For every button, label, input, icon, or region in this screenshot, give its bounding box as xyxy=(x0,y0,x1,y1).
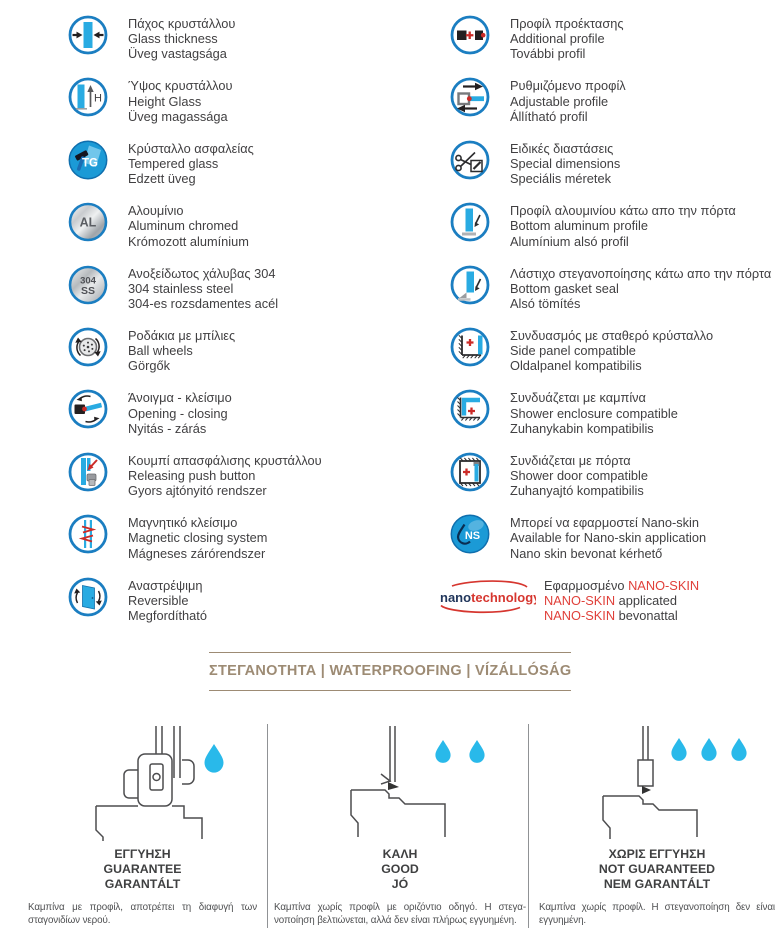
legend-item-glass-height xyxy=(68,77,400,139)
label-english: Glass thickness xyxy=(128,31,218,47)
tempered-glass-icon xyxy=(68,140,108,180)
legend-item-bottom-aluminum-profile xyxy=(450,202,780,264)
legend-item-magnetic-closing xyxy=(68,514,400,576)
label-english: Releasing push button xyxy=(128,467,256,483)
label-greek: Άνοιγμα - κλείσιμο xyxy=(128,390,232,406)
label-greek: Πάχος κρυστάλλου xyxy=(128,16,236,31)
label-english: Magnetic closing system xyxy=(128,530,268,546)
legend-labels xyxy=(128,452,322,499)
legend-labels xyxy=(128,140,254,187)
waterproofing-panel-not-guaranteed xyxy=(528,724,775,928)
label-english: 304 stainless steel xyxy=(128,280,234,296)
grade-greek: ΧΩΡΙΣ ΕΓΓΥΗΣΗ xyxy=(608,847,706,861)
label-greek: Συνδυασμός με σταθερό κρύσταλλο xyxy=(510,327,714,343)
legend-labels xyxy=(510,140,620,187)
legend-labels xyxy=(128,15,235,62)
label-hungarian: Üveg magassága xyxy=(128,108,228,124)
label-hungarian: Krómozott alumínium xyxy=(128,233,249,249)
label-greek: Προφίλ προέκτασης xyxy=(510,16,624,31)
grade-labels xyxy=(28,847,257,892)
label-greek: Λάστιχο στεγανοποίησης κάτω απο την πόρτα xyxy=(510,265,772,281)
label-greek: Κουμπί απασφάλισης κρυστάλλου xyxy=(128,452,322,468)
label-english: Side panel compatible xyxy=(510,343,636,359)
reversible-icon xyxy=(68,577,108,617)
grade-labels xyxy=(539,847,775,892)
shower-enclosure-compatible-icon xyxy=(450,389,490,429)
aluminum-chromed-icon xyxy=(68,202,108,242)
label-hungarian: Zuhanyajtó kompatibilis xyxy=(510,483,644,499)
water-drop-icon xyxy=(731,738,746,761)
svg-text:AL: AL xyxy=(79,215,97,230)
caption-line: Καμπίνα χωρίς προφίλ με οριζόντιο οδηγό. Η στεγα- xyxy=(274,902,526,913)
water-drop-icon xyxy=(469,740,484,763)
label-greek: Ανοξείδωτος χάλυβας 304 xyxy=(128,265,276,281)
grade-greek: ΚΑΛΗ xyxy=(382,847,418,861)
label-greek: Κρύσταλλο ασφαλείας xyxy=(128,140,254,156)
legend-labels xyxy=(128,577,207,624)
stainless-steel-304-icon xyxy=(68,265,108,305)
waterproofing-panel-good xyxy=(267,724,528,928)
legend-labels xyxy=(510,265,771,312)
water-drop-icon xyxy=(671,738,686,761)
label-greek: Αλουμίνιο xyxy=(128,203,184,219)
legend-item-glass-thickness xyxy=(68,15,400,77)
additional-profile-icon xyxy=(450,15,490,55)
label-greek: Ύψος κρυστάλλου xyxy=(128,78,233,94)
magnetic-closing-icon xyxy=(68,514,108,554)
label-hungarian: Állítható profil xyxy=(510,108,588,124)
caption-line: σταγονιδίων νερού. xyxy=(28,915,111,927)
label-english: Bottom aluminum profile xyxy=(510,218,648,234)
bottom-gasket-seal-icon xyxy=(450,265,490,305)
label-english: Special dimensions xyxy=(510,155,621,171)
label-hungarian: Mágneses zárórendszer xyxy=(128,545,266,561)
legend-item-additional-profile xyxy=(450,15,780,77)
nano-skin-icon xyxy=(450,514,490,554)
label-english: Shower enclosure compatible xyxy=(510,405,678,421)
label-hungarian: Görgők xyxy=(128,358,170,374)
grade-hungarian: NEM GARANTÁLT xyxy=(603,877,711,891)
label-greek: Εφαρμοσμένο NANO-SKIN xyxy=(544,577,700,593)
water-drop-icon xyxy=(701,738,716,761)
water-drop-icon xyxy=(204,744,223,773)
legend-item-side-panel-compatible xyxy=(450,327,780,389)
legend-item-releasing-push-button xyxy=(68,452,400,514)
caption-line: Καμπίνα χωρίς προφίλ. Η στεγανοποίηση δεν είναι xyxy=(539,902,775,913)
legend-item-shower-door-compatible xyxy=(450,452,780,514)
label-greek: Ειδικές διαστάσεις xyxy=(510,140,614,156)
label-english: Aluminum chromed xyxy=(128,218,239,234)
bottom-aluminum-profile-icon xyxy=(450,202,490,242)
legend-labels xyxy=(510,202,736,249)
legend-column-right xyxy=(440,15,780,639)
waterproofing-panel-guarantee xyxy=(28,724,267,928)
label-hungarian: Zuhanykabin kompatibilis xyxy=(510,420,654,436)
label-greek: Συνδιάζεται με πόρτα xyxy=(510,452,631,468)
waterproofing-section-header xyxy=(209,652,571,691)
caption-line: νοποίηση βελτιώνεται, αλλά δεν είναι πλήρως εγγυημένη. xyxy=(274,915,517,927)
legend-column-left xyxy=(68,15,400,639)
panel-caption xyxy=(28,901,257,928)
side-panel-compatible-icon xyxy=(450,327,490,367)
panel-caption xyxy=(539,901,775,928)
svg-text:TG: TG xyxy=(82,157,98,170)
label-greek: Προφίλ αλουμινίου κάτω απο την πόρτα xyxy=(510,203,736,219)
legend-labels xyxy=(510,514,706,561)
label-hungarian: NANO-SKIN bevonattal xyxy=(544,607,678,623)
grade-english: NOT GUARANTEED xyxy=(598,862,716,876)
glass-height-icon xyxy=(68,77,108,117)
grade-english: GUARANTEE xyxy=(103,862,182,876)
adjustable-profile-icon xyxy=(450,77,490,117)
grade-english: GOOD xyxy=(381,862,419,876)
svg-text:H: H xyxy=(94,92,102,105)
legend-labels xyxy=(128,77,232,124)
label-hungarian: Alumínium alsó profil xyxy=(510,233,629,249)
legend-item-opening-closing xyxy=(68,389,400,451)
label-hungarian: További profil xyxy=(510,46,586,62)
label-english: Ball wheels xyxy=(128,343,193,359)
label-english: Available for Nano-skin application xyxy=(510,530,707,546)
not-guaranteed-diagram xyxy=(539,724,775,842)
label-greek: Συνδυάζεται με καμπίνα xyxy=(510,390,646,406)
legend-item-aluminum-chromed xyxy=(68,202,400,264)
label-hungarian: Oldalpanel kompatibilis xyxy=(510,358,642,374)
legend-item-bottom-gasket-seal xyxy=(450,265,780,327)
grade-hungarian: JÓ xyxy=(391,877,409,891)
label-greek: Ρυθμιζόμενο προφίλ xyxy=(510,78,626,94)
legend-item-tempered-glass xyxy=(68,140,400,202)
guarantee-diagram xyxy=(28,724,257,842)
label-english: Additional profile xyxy=(510,31,605,47)
legend-labels xyxy=(510,15,624,62)
label-english: Height Glass xyxy=(128,93,202,109)
label-hungarian: Nano skin bevonat kérhető xyxy=(510,545,663,561)
legend-item-ball-wheels xyxy=(68,327,400,389)
label-english: Bottom gasket seal xyxy=(510,280,619,296)
label-greek: Αναστρέψιμη xyxy=(128,577,203,593)
svg-text:nanotechnology: nanotechnology xyxy=(440,589,536,605)
label-english: Tempered glass xyxy=(128,155,219,171)
label-english: Adjustable profile xyxy=(510,93,609,109)
nanotechnology-logo xyxy=(432,577,536,617)
opening-closing-icon xyxy=(68,389,108,429)
ball-wheels-icon xyxy=(68,327,108,367)
label-hungarian: Megfordítható xyxy=(128,607,207,623)
special-dimensions-icon xyxy=(450,140,490,180)
caption-line: Καμπίνα με προφίλ, αποτρέπει τη διαφυγή των xyxy=(28,902,257,913)
caption-line: εγγυημένη. xyxy=(539,915,587,927)
nano-skin-applied-labels xyxy=(544,577,699,624)
label-english: Reversible xyxy=(128,592,189,608)
panel-caption xyxy=(274,901,526,928)
waterproofing-heading: ΣΤΕΓΑΝΟΤΗΤΑ | WATERPROOFING | VÍZÁLLÓSÁG xyxy=(209,663,572,679)
svg-text:304: 304 xyxy=(80,275,96,287)
legend-labels xyxy=(510,452,648,499)
label-english: Opening - closing xyxy=(128,405,228,421)
legend-item-special-dimensions xyxy=(450,140,780,202)
grade-greek: ΕΓΓΥΗΣΗ xyxy=(114,847,171,861)
legend-labels xyxy=(128,514,267,561)
svg-text:SS: SS xyxy=(80,284,96,297)
label-hungarian: Nyitás - zárás xyxy=(128,420,207,436)
label-english: NANO-SKIN applicated xyxy=(544,592,678,608)
legend-item-shower-enclosure-compatible xyxy=(450,389,780,451)
label-greek: Μπορεί να εφαρμοστεί Nano-skin xyxy=(510,515,699,531)
legend-labels xyxy=(510,389,678,436)
label-hungarian: 304-es rozsdamentes acél xyxy=(128,295,279,311)
legend-labels xyxy=(510,327,713,374)
label-hungarian: Speciális méretek xyxy=(510,171,611,187)
svg-text:NS: NS xyxy=(464,530,481,543)
legend-item-reversible xyxy=(68,577,400,639)
legend-item-stainless-304 xyxy=(68,265,400,327)
legend-labels xyxy=(128,265,278,312)
releasing-push-button-icon xyxy=(68,452,108,492)
legend-item-adjustable-profile xyxy=(450,77,780,139)
legend-labels xyxy=(128,202,249,249)
legend-labels xyxy=(128,389,232,436)
label-english: Shower door compatible xyxy=(510,467,648,483)
legend-item-nano-skin-applied xyxy=(432,577,780,639)
shower-door-compatible-icon xyxy=(450,452,490,492)
legend-item-nano-skin xyxy=(450,514,780,576)
grade-labels xyxy=(274,847,526,892)
label-hungarian: Alsó tömítés xyxy=(510,295,581,311)
label-hungarian: Edzett üveg xyxy=(128,171,196,187)
legend-labels xyxy=(128,327,235,374)
label-hungarian: Üveg vastagsága xyxy=(128,46,227,62)
waterproofing-panels xyxy=(28,724,775,928)
grade-hungarian: GARANTÁLT xyxy=(104,877,181,891)
label-greek: Μαγνητικό κλείσιμο xyxy=(128,515,238,531)
water-drop-icon xyxy=(435,740,450,763)
good-diagram xyxy=(274,724,526,842)
label-greek: Ροδάκια με μπίλιες xyxy=(128,327,236,343)
legend-labels xyxy=(510,77,626,124)
label-hungarian: Gyors ajtónyitó rendszer xyxy=(128,483,267,499)
glass-thickness-icon xyxy=(68,15,108,55)
